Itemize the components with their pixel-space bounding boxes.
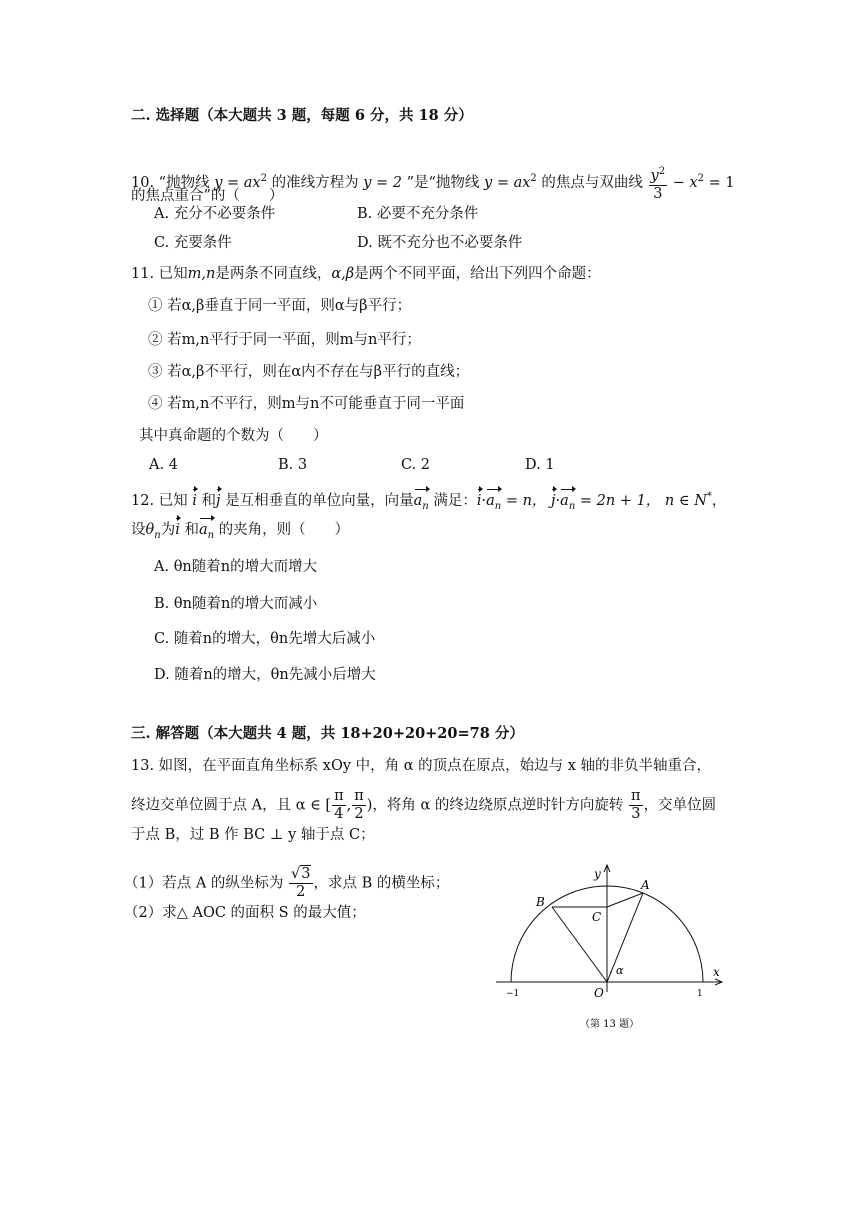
q10-line1: 10. “抛物线 $y = ax^2$ 的准线方程为 y = 2 ”是“抛物线 $y = ax^2$ 的焦点与双曲线 $\frac{y^2}{3}$ − $x^2 = 1$ — [131, 163, 735, 203]
label-one: 1 — [697, 989, 703, 999]
label-o: O — [594, 986, 604, 1000]
label-a: A — [641, 878, 650, 892]
q13-sub-2: （2）求△ AOC 的面积 S 的最大值； — [124, 905, 366, 921]
q13-sub-1: （1）若点 A 的纵坐标为 $\frac{√3}{2}$ ，求点 B 的横坐标； — [124, 866, 450, 900]
segment-oa — [607, 893, 643, 982]
q11-proposition-2: ② 若m,n平行于同一平面，则m与n平行； — [148, 332, 421, 348]
label-b: B — [536, 895, 545, 909]
label-c: C — [592, 910, 602, 924]
q11-option-b: B. 3 — [278, 457, 308, 473]
q12-option-c: C. 随着n的增大，θn先增大后减小 — [154, 631, 376, 647]
q13-line3: 于点 B，过 B 作 BC ⊥ y 轴于点 C； — [131, 827, 375, 843]
q13-line2: 终边交单位圆于点 A，且 α ∈ [ $\frac{\pi}{4}$ , $\frac{\pi}{2}$ )，将角 α 的终边绕原点逆时针方向旋转 $\frac{\pi}{3}$ ，交单位圆 — [131, 788, 717, 822]
q10-option-c: C. 充要条件 — [154, 235, 232, 251]
q11-proposition-1: ① 若α,β垂直于同一平面，则α与β平行； — [148, 298, 412, 314]
q12-option-b: B. θn随着n的增大而减小 — [154, 596, 318, 612]
label-x: x — [713, 965, 720, 979]
figure-caption: （第 13 题） — [580, 1019, 640, 1030]
q10-option-d: D. 既不充分也不必要条件 — [357, 235, 523, 251]
label-y: y — [594, 867, 601, 881]
q12-line2: 设$\theta_n$为i 和$a_n$ 的夹角，则（ ） — [131, 520, 349, 546]
q13-figure — [490, 860, 740, 1040]
q11-proposition-3: ③ 若α,β不平行，则在α内不存在与β平行的直线； — [148, 364, 470, 380]
q11-proposition-4: ④ 若m,n不平行，则m与n不可能垂直于同一平面 — [148, 396, 465, 412]
q11-option-c: C. 2 — [401, 457, 431, 473]
section-2-heading: 二. 选择题（本大题共 3 题，每题 6 分，共 18 分） — [131, 107, 473, 124]
segment-ca — [607, 893, 643, 907]
q13-line1: 13. 如图，在平面直角坐标系 xOy 中，角 α 的顶点在原点，始边与 x 轴的非负半轴重合， — [131, 758, 712, 774]
q12-option-a: A. θn随着n的增大而增大 — [154, 559, 318, 575]
label-alpha: α — [616, 964, 624, 977]
q11-stem: 11. 已知m,n是两条不同直线，α,β是两个不同平面，给出下列四个命题： — [131, 266, 601, 282]
q10-line2: 的焦点重合”的（ ） — [131, 188, 284, 204]
q12-line1: 12. 已知 i 和j 是互相垂直的单位向量，向量$a_n$ 满足：$i\cdot a_n = n$， $j\cdot a_n = 2n + 1$， n ∈ N*， — [131, 487, 726, 517]
q11-question: 其中真命题的个数为（ ） — [139, 428, 328, 444]
q11-option-a: A. 4 — [149, 457, 178, 473]
label-neg-one: −1 — [506, 989, 520, 999]
q11-option-d: D. 1 — [525, 457, 555, 473]
q10-fraction: $\frac{y^2}{3}$ — [649, 163, 668, 203]
q10-option-b: B. 必要不充分条件 — [357, 206, 479, 222]
section-3-heading: 三. 解答题（本大题共 4 题，共 18+20+20+20=78 分） — [131, 725, 524, 742]
q12-option-d: D. 随着n的增大，θn先减小后增大 — [154, 667, 376, 683]
q10-option-a: A. 充分不必要条件 — [154, 206, 276, 222]
